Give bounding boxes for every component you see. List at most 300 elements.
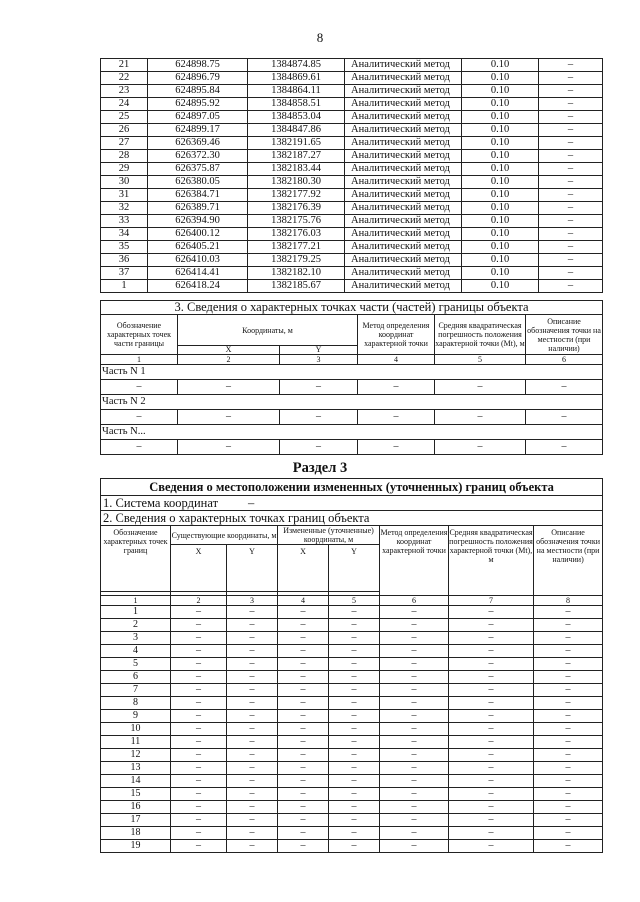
empty-cell: –	[227, 645, 278, 658]
empty-cell: –	[329, 645, 380, 658]
empty-cell: –	[329, 697, 380, 710]
part-points-table	[100, 300, 603, 455]
empty-cell: –	[280, 410, 358, 425]
point-number: 36	[101, 254, 148, 267]
coord-y: 1382177.92	[248, 189, 345, 202]
empty-cell: –	[358, 410, 435, 425]
accuracy: 0.10	[462, 241, 539, 254]
accuracy: 0.10	[462, 202, 539, 215]
empty-cell: –	[329, 671, 380, 684]
empty-cell: –	[380, 697, 449, 710]
coord-x: 626418.24	[148, 280, 248, 293]
header-method-boundary: Метод определения координат характерной точки	[380, 526, 449, 596]
method: Аналитический метод	[345, 111, 462, 124]
empty-cell: –	[534, 632, 603, 645]
method: Аналитический метод	[345, 280, 462, 293]
coordinate-system-value: –	[248, 496, 255, 510]
empty-cell: –	[380, 710, 449, 723]
coordinate-system-label: 1. Система координат	[103, 496, 219, 510]
empty-cell: –	[449, 840, 534, 853]
description: –	[539, 163, 603, 176]
description: –	[539, 228, 603, 241]
empty-cell: –	[380, 762, 449, 775]
empty-cell: –	[449, 736, 534, 749]
coord-x: 624898.75	[148, 59, 248, 72]
point-number: 7	[101, 684, 171, 697]
accuracy: 0.10	[462, 280, 539, 293]
description: –	[539, 189, 603, 202]
table-row	[101, 619, 603, 632]
description: –	[539, 215, 603, 228]
table-row	[101, 228, 603, 241]
column-number: 5	[435, 355, 526, 365]
section-heading: Раздел 3	[292, 460, 348, 476]
empty-cell: –	[329, 658, 380, 671]
empty-cell: –	[534, 658, 603, 671]
accuracy: 0.10	[462, 72, 539, 85]
point-number: 33	[101, 215, 148, 228]
empty-cell: –	[534, 606, 603, 619]
coord-y: 1384853.04	[248, 111, 345, 124]
header-method: Метод определения координат характерной точки	[358, 315, 435, 355]
description: –	[539, 124, 603, 137]
table-row	[101, 632, 603, 645]
empty-cell: –	[435, 410, 526, 425]
point-number: 37	[101, 267, 148, 280]
method: Аналитический метод	[345, 228, 462, 241]
empty-cell: –	[329, 814, 380, 827]
table-row	[101, 645, 603, 658]
point-number: 22	[101, 72, 148, 85]
column-number: 7	[449, 596, 534, 606]
header-changed-x: X	[278, 545, 329, 592]
header-x: X	[178, 346, 280, 355]
empty-cell: –	[280, 440, 358, 455]
empty-cell: –	[329, 801, 380, 814]
description: –	[539, 137, 603, 150]
empty-cell: –	[329, 827, 380, 840]
empty-cell: –	[278, 801, 329, 814]
empty-cell: –	[278, 814, 329, 827]
empty-cell: –	[329, 775, 380, 788]
coord-x: 626394.90	[148, 215, 248, 228]
method: Аналитический метод	[345, 176, 462, 189]
empty-cell: –	[329, 632, 380, 645]
empty-cell: –	[380, 775, 449, 788]
description: –	[539, 280, 603, 293]
empty-cell: –	[171, 645, 227, 658]
empty-cell: –	[171, 723, 227, 736]
table-row	[101, 241, 603, 254]
empty-cell: –	[449, 619, 534, 632]
coord-y: 1382175.76	[248, 215, 345, 228]
empty-cell: –	[171, 827, 227, 840]
empty-cell: –	[449, 801, 534, 814]
empty-cell: –	[227, 710, 278, 723]
table-row	[101, 762, 603, 775]
accuracy: 0.10	[462, 267, 539, 280]
point-number: 23	[101, 85, 148, 98]
empty-cell: –	[534, 697, 603, 710]
empty-cell: –	[380, 801, 449, 814]
coord-y: 1384858.51	[248, 98, 345, 111]
coord-x: 624897.05	[148, 111, 248, 124]
table-row	[101, 163, 603, 176]
empty-cell: –	[534, 645, 603, 658]
empty-cell: –	[227, 749, 278, 762]
table-row	[101, 59, 603, 72]
method: Аналитический метод	[345, 85, 462, 98]
header-existing-x: X	[171, 545, 227, 592]
header-description: Описание обозначения точки на местности (при наличии)	[527, 316, 601, 353]
table-row	[101, 189, 603, 202]
empty-cell: –	[380, 736, 449, 749]
empty-cell: –	[329, 749, 380, 762]
point-number: 5	[101, 658, 171, 671]
point-number: 32	[101, 202, 148, 215]
empty-cell: –	[329, 788, 380, 801]
table-row	[101, 380, 603, 395]
empty-cell: –	[329, 710, 380, 723]
empty-cell: –	[449, 697, 534, 710]
header-existing-coords: Существующие координаты, м	[171, 526, 278, 545]
empty-cell: –	[278, 762, 329, 775]
coord-y: 1382176.03	[248, 228, 345, 241]
coord-x: 624899.17	[148, 124, 248, 137]
part-label: Часть N...	[101, 425, 603, 440]
table-row	[101, 124, 603, 137]
empty-cell: –	[534, 671, 603, 684]
empty-cell: –	[278, 736, 329, 749]
empty-cell: –	[101, 410, 178, 425]
coord-x: 626369.46	[148, 137, 248, 150]
accuracy: 0.10	[462, 163, 539, 176]
table-row	[101, 111, 603, 124]
coord-x: 626372.30	[148, 150, 248, 163]
table-row	[101, 827, 603, 840]
header-description-boundary: Описание обозначения точки на местности (при наличии)	[534, 526, 603, 596]
empty-cell: –	[171, 658, 227, 671]
accuracy: 0.10	[462, 85, 539, 98]
empty-cell: –	[171, 840, 227, 853]
coord-y: 1384874.85	[248, 59, 345, 72]
empty-cell: –	[380, 723, 449, 736]
table-row	[101, 710, 603, 723]
column-number: 2	[171, 596, 227, 606]
empty-cell: –	[227, 658, 278, 671]
empty-cell: –	[278, 619, 329, 632]
empty-cell: –	[435, 380, 526, 395]
empty-cell: –	[534, 827, 603, 840]
table-row	[101, 137, 603, 150]
empty-cell: –	[280, 380, 358, 395]
empty-cell: –	[227, 632, 278, 645]
header-y: Y	[280, 346, 358, 355]
empty-cell: –	[329, 736, 380, 749]
point-number: 21	[101, 59, 148, 72]
empty-cell: –	[534, 801, 603, 814]
column-number: 6	[526, 355, 603, 365]
table-row	[101, 280, 603, 293]
coord-x: 626389.71	[148, 202, 248, 215]
empty-cell: –	[278, 632, 329, 645]
method: Аналитический метод	[345, 98, 462, 111]
changed-boundaries-title: Сведения о местоположении измененных (уточненных) границ объекта	[101, 479, 603, 496]
empty-cell: –	[329, 684, 380, 697]
empty-cell: –	[449, 814, 534, 827]
empty-cell: –	[358, 380, 435, 395]
point-number: 16	[101, 801, 171, 814]
column-number: 1	[101, 355, 178, 365]
description: –	[539, 254, 603, 267]
part-label: Часть N 2	[101, 395, 603, 410]
coord-x: 624895.84	[148, 85, 248, 98]
table-row	[101, 736, 603, 749]
empty-cell: –	[380, 827, 449, 840]
header-coords: Координаты, м	[178, 315, 358, 346]
method: Аналитический метод	[345, 241, 462, 254]
empty-cell: –	[534, 710, 603, 723]
table-row	[101, 98, 603, 111]
point-number: 2	[101, 619, 171, 632]
description: –	[539, 85, 603, 98]
table-row	[101, 254, 603, 267]
empty-cell: –	[380, 632, 449, 645]
coord-x: 626405.21	[148, 241, 248, 254]
empty-cell: –	[449, 723, 534, 736]
empty-cell: –	[449, 632, 534, 645]
empty-cell: –	[278, 658, 329, 671]
table-row	[101, 176, 603, 189]
method: Аналитический метод	[345, 215, 462, 228]
empty-cell: –	[101, 380, 178, 395]
empty-cell: –	[534, 762, 603, 775]
accuracy: 0.10	[462, 111, 539, 124]
empty-cell: –	[171, 801, 227, 814]
empty-cell: –	[278, 827, 329, 840]
method: Аналитический метод	[345, 267, 462, 280]
method: Аналитический метод	[345, 59, 462, 72]
description: –	[539, 98, 603, 111]
part-label-row	[101, 425, 603, 440]
empty-cell: –	[380, 619, 449, 632]
description: –	[539, 176, 603, 189]
coord-x: 626414.41	[148, 267, 248, 280]
coord-y: 1382187.27	[248, 150, 345, 163]
table-row	[101, 697, 603, 710]
empty-cell: –	[534, 684, 603, 697]
point-number: 28	[101, 150, 148, 163]
point-number: 30	[101, 176, 148, 189]
method: Аналитический метод	[345, 202, 462, 215]
method: Аналитический метод	[345, 150, 462, 163]
coord-y: 1382180.30	[248, 176, 345, 189]
accuracy: 0.10	[462, 124, 539, 137]
empty-cell: –	[227, 697, 278, 710]
empty-cell: –	[171, 619, 227, 632]
empty-cell: –	[278, 749, 329, 762]
empty-cell: –	[227, 723, 278, 736]
column-number: 3	[280, 355, 358, 365]
empty-cell: –	[171, 671, 227, 684]
empty-cell: –	[278, 775, 329, 788]
header-existing-y: Y	[227, 545, 278, 592]
column-number: 6	[380, 596, 449, 606]
table-row	[101, 658, 603, 671]
column-number: 2	[178, 355, 280, 365]
empty-cell: –	[178, 410, 280, 425]
empty-cell: –	[227, 827, 278, 840]
coordinates-table	[100, 58, 603, 293]
column-number: 3	[227, 596, 278, 606]
table-row	[101, 606, 603, 619]
description: –	[539, 59, 603, 72]
empty-cell: –	[380, 671, 449, 684]
column-number: 4	[278, 596, 329, 606]
empty-cell: –	[534, 814, 603, 827]
empty-cell: –	[449, 788, 534, 801]
accuracy: 0.10	[462, 215, 539, 228]
points-info-title: 2. Сведения о характерных точках границ объекта	[101, 511, 603, 526]
empty-cell: –	[171, 632, 227, 645]
empty-cell: –	[526, 410, 603, 425]
point-number: 26	[101, 124, 148, 137]
header-designation-boundary: Обозначение характерных точек границ	[101, 526, 171, 592]
coord-y: 1382183.44	[248, 163, 345, 176]
empty-cell: –	[380, 606, 449, 619]
coord-x: 626380.05	[148, 176, 248, 189]
empty-cell: –	[449, 671, 534, 684]
coord-x: 626375.87	[148, 163, 248, 176]
empty-cell: –	[227, 736, 278, 749]
empty-cell: –	[278, 645, 329, 658]
empty-cell: –	[227, 801, 278, 814]
empty-cell: –	[380, 840, 449, 853]
point-number: 25	[101, 111, 148, 124]
accuracy: 0.10	[462, 176, 539, 189]
table-row	[101, 814, 603, 827]
method: Аналитический метод	[345, 124, 462, 137]
empty-cell: –	[171, 749, 227, 762]
empty-cell: –	[278, 671, 329, 684]
empty-cell: –	[171, 788, 227, 801]
accuracy: 0.10	[462, 228, 539, 241]
empty-cell: –	[227, 606, 278, 619]
part-label: Часть N 1	[101, 365, 603, 380]
coord-y: 1382185.67	[248, 280, 345, 293]
accuracy: 0.10	[462, 137, 539, 150]
point-number: 15	[101, 788, 171, 801]
empty-cell: –	[534, 788, 603, 801]
part-label-row	[101, 365, 603, 380]
point-number: 31	[101, 189, 148, 202]
coord-y: 1382182.10	[248, 267, 345, 280]
point-number: 13	[101, 762, 171, 775]
empty-cell: –	[526, 380, 603, 395]
table-row	[101, 684, 603, 697]
method: Аналитический метод	[345, 137, 462, 150]
table-row	[101, 440, 603, 455]
empty-cell: –	[534, 736, 603, 749]
table-row	[101, 671, 603, 684]
header-changed-y: Y	[329, 545, 380, 592]
column-number: 8	[534, 596, 603, 606]
empty-cell: –	[171, 814, 227, 827]
description: –	[539, 267, 603, 280]
table-row	[101, 788, 603, 801]
empty-cell: –	[449, 645, 534, 658]
point-number: 35	[101, 241, 148, 254]
table-row	[101, 215, 603, 228]
method: Аналитический метод	[345, 72, 462, 85]
coord-x: 626384.71	[148, 189, 248, 202]
coord-x: 626410.03	[148, 254, 248, 267]
description: –	[539, 72, 603, 85]
empty-cell: –	[171, 606, 227, 619]
empty-cell: –	[227, 840, 278, 853]
empty-cell: –	[380, 684, 449, 697]
empty-cell: –	[449, 749, 534, 762]
coord-x: 626400.12	[148, 228, 248, 241]
empty-cell: –	[227, 671, 278, 684]
empty-cell: –	[171, 762, 227, 775]
empty-cell: –	[435, 440, 526, 455]
empty-cell: –	[171, 710, 227, 723]
empty-cell: –	[278, 788, 329, 801]
point-number: 11	[101, 736, 171, 749]
accuracy: 0.10	[462, 189, 539, 202]
description: –	[539, 111, 603, 124]
table-row	[101, 72, 603, 85]
coord-y: 1384869.61	[248, 72, 345, 85]
method: Аналитический метод	[345, 163, 462, 176]
table-row	[101, 840, 603, 853]
table-row	[101, 410, 603, 425]
empty-cell: –	[534, 749, 603, 762]
column-number: 4	[358, 355, 435, 365]
empty-cell: –	[227, 762, 278, 775]
empty-cell: –	[227, 814, 278, 827]
coord-y: 1384864.11	[248, 85, 345, 98]
coord-x: 624895.92	[148, 98, 248, 111]
empty-cell: –	[278, 710, 329, 723]
changed-boundaries-table	[100, 478, 603, 853]
empty-cell: –	[449, 606, 534, 619]
column-number: 5	[329, 596, 380, 606]
empty-cell: –	[380, 814, 449, 827]
table-row	[101, 267, 603, 280]
coord-x: 624896.79	[148, 72, 248, 85]
point-number: 4	[101, 645, 171, 658]
part-label-row	[101, 395, 603, 410]
coordinate-system-row	[101, 496, 603, 511]
table-row	[101, 775, 603, 788]
empty-cell: –	[358, 440, 435, 455]
empty-cell: –	[171, 684, 227, 697]
empty-cell: –	[227, 788, 278, 801]
point-number: 12	[101, 749, 171, 762]
empty-cell: –	[534, 775, 603, 788]
header-designation: Обозначение характерных точек части границы	[101, 315, 178, 355]
table-row	[101, 801, 603, 814]
empty-cell: –	[534, 840, 603, 853]
empty-cell: –	[278, 606, 329, 619]
accuracy: 0.10	[462, 98, 539, 111]
point-number: 1	[101, 606, 171, 619]
point-number: 34	[101, 228, 148, 241]
accuracy: 0.10	[462, 59, 539, 72]
empty-cell: –	[278, 840, 329, 853]
